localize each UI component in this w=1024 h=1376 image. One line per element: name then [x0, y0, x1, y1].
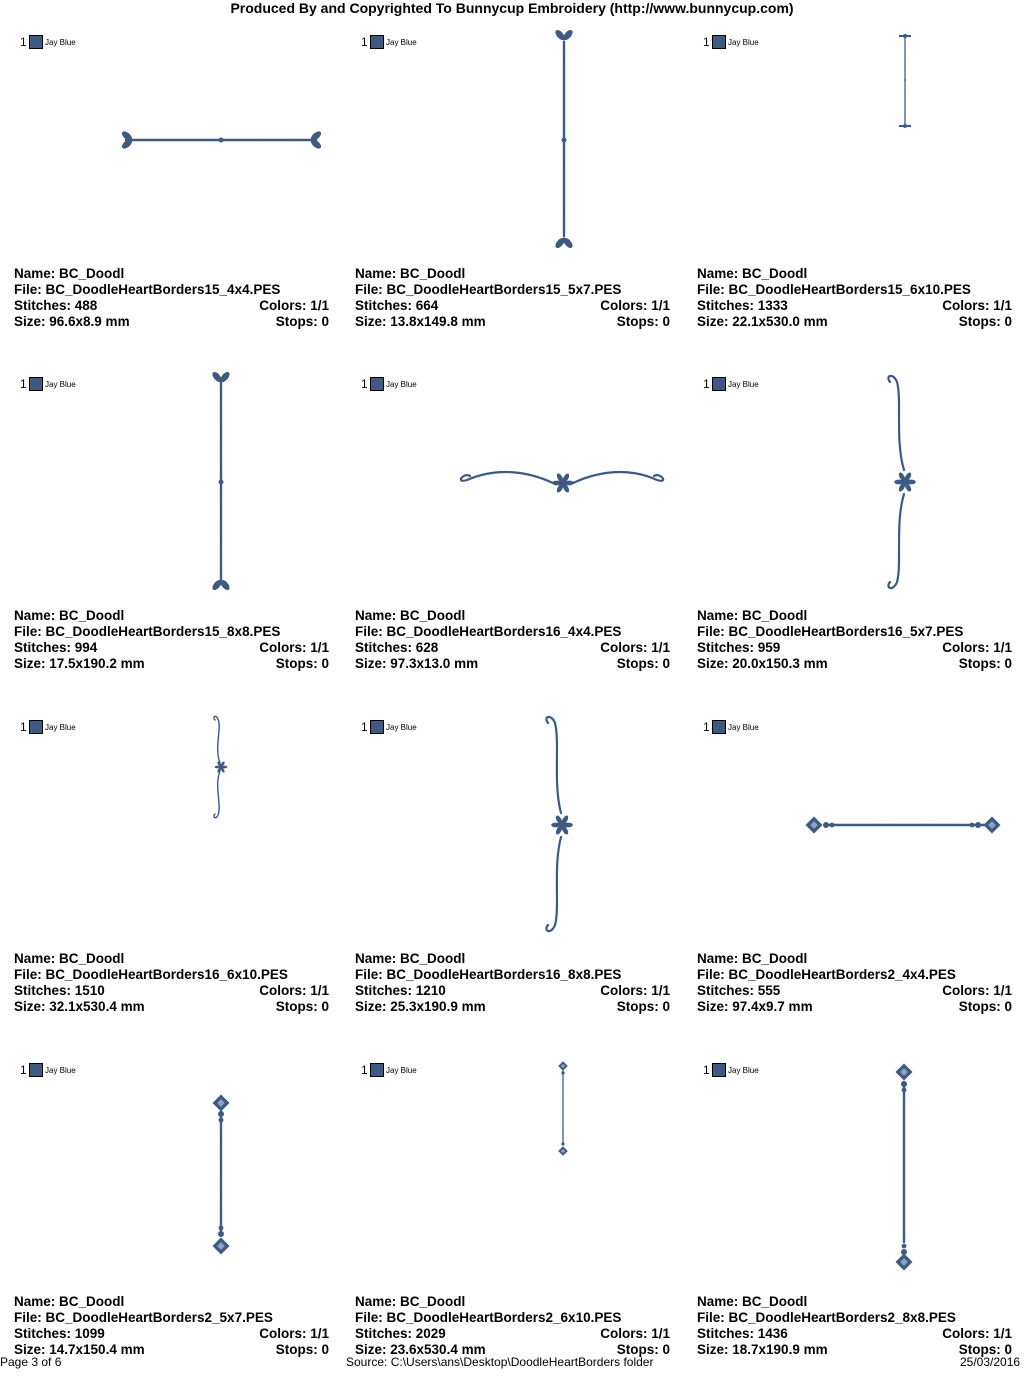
design-preview [14, 28, 334, 268]
design-file: File: BC_DoodleHeartBorders16_5x7.PES [697, 624, 964, 639]
design-size: Size: 23.6x530.4 mm [355, 1342, 486, 1357]
design-stops: Stops: 0 [958, 999, 1012, 1014]
design-stops: Stops: 0 [616, 656, 670, 671]
color-number: 1 [361, 720, 368, 734]
design-file: File: BC_DoodleHeartBorders16_6x10.PES [14, 967, 288, 982]
stitch-dot [902, 479, 908, 485]
design-colors: Colors: 1/1 [259, 983, 329, 998]
design-stops: Stops: 0 [275, 314, 329, 329]
design-cell [697, 713, 1017, 1033]
design-stitches: Stitches: 664 [355, 298, 439, 313]
design-file: File: BC_DoodleHeartBorders16_8x8.PES [355, 967, 622, 982]
design-colors: Colors: 1/1 [942, 983, 1012, 998]
stitch-dot [219, 1118, 224, 1123]
design-info [355, 266, 670, 330]
design-stops: Stops: 0 [958, 1342, 1012, 1357]
stitch-dot [219, 480, 224, 485]
design-stitches: Stitches: 2029 [355, 1326, 446, 1341]
design-name: Name: BC_Doodl [14, 951, 125, 966]
design-stitches: Stitches: 1210 [355, 983, 446, 998]
design-file: File: BC_DoodleHeartBorders2_6x10.PES [355, 1310, 622, 1325]
design-preview [355, 28, 675, 268]
scroll-line [573, 472, 663, 483]
stitch-dot [218, 1111, 224, 1117]
design-colors: Colors: 1/1 [942, 1326, 1012, 1341]
design-stops: Stops: 0 [958, 314, 1012, 329]
print-date: 25/03/2016 [960, 1355, 1021, 1369]
stitch-dot [562, 138, 567, 143]
design-info [697, 608, 1012, 672]
stitch-dot [219, 378, 224, 383]
scroll-line [888, 494, 904, 588]
design-colors: Colors: 1/1 [600, 640, 670, 655]
design-cell [14, 370, 334, 690]
design-colors: Colors: 1/1 [942, 298, 1012, 313]
color-name: Jay Blue [45, 1065, 76, 1075]
stitch-dot [561, 1142, 564, 1145]
design-colors: Colors: 1/1 [259, 1326, 329, 1341]
design-name: Name: BC_Doodl [355, 608, 466, 623]
page-header: Produced By and Copyrighted To Bunnycup Embroidery (http://www.bunnycup.com) [230, 0, 794, 16]
design-cell [697, 1056, 1017, 1376]
color-number: 1 [20, 720, 27, 734]
color-name: Jay Blue [45, 379, 76, 389]
scroll-line [888, 376, 904, 470]
design-info [14, 608, 329, 672]
stitch-dot [219, 765, 223, 769]
design-cell [355, 28, 675, 348]
design-size: Size: 20.0x150.3 mm [697, 656, 828, 671]
stitch-dot [562, 36, 567, 41]
design-size: Size: 96.6x8.9 mm [14, 314, 130, 329]
design-preview [697, 1056, 1017, 1296]
color-number: 1 [361, 377, 368, 391]
design-cell [355, 370, 675, 690]
design-stops: Stops: 0 [958, 656, 1012, 671]
design-size: Size: 14.7x150.4 mm [14, 1342, 145, 1357]
color-number: 1 [20, 35, 27, 49]
design-cell [697, 370, 1017, 690]
design-stops: Stops: 0 [275, 656, 329, 671]
stitch-dot [970, 823, 975, 828]
design-name: Name: BC_Doodl [355, 266, 466, 281]
design-info [697, 951, 1012, 1015]
design-colors: Colors: 1/1 [600, 983, 670, 998]
design-info [14, 1294, 329, 1358]
design-stitches: Stitches: 628 [355, 640, 439, 655]
design-file: File: BC_DoodleHeartBorders16_4x4.PES [355, 624, 622, 639]
design-preview [14, 1056, 334, 1296]
design-cell [14, 28, 334, 348]
design-preview [355, 713, 675, 953]
design-stitches: Stitches: 555 [697, 983, 781, 998]
stitch-dot [830, 823, 835, 828]
design-stops: Stops: 0 [616, 314, 670, 329]
design-info [355, 608, 670, 672]
color-number: 1 [703, 720, 710, 734]
stitch-dot [904, 79, 906, 81]
stitch-dot [128, 138, 133, 143]
design-file: File: BC_DoodleHeartBorders2_4x4.PES [697, 967, 956, 982]
color-name: Jay Blue [386, 1065, 417, 1075]
design-name: Name: BC_Doodl [14, 608, 125, 623]
design-name: Name: BC_Doodl [697, 608, 808, 623]
design-size: Size: 13.8x149.8 mm [355, 314, 486, 329]
design-info [697, 266, 1012, 330]
design-size: Size: 22.1x530.0 mm [697, 314, 828, 329]
design-colors: Colors: 1/1 [259, 640, 329, 655]
design-stops: Stops: 0 [275, 999, 329, 1014]
stitch-dot [218, 1231, 224, 1237]
stitch-dot [823, 822, 829, 828]
design-name: Name: BC_Doodl [14, 266, 125, 281]
stitch-dot [311, 138, 316, 143]
design-name: Name: BC_Doodl [697, 266, 808, 281]
design-info [355, 951, 670, 1015]
design-name: Name: BC_Doodl [697, 1294, 808, 1309]
design-file: File: BC_DoodleHeartBorders15_5x7.PES [355, 282, 622, 297]
design-info [355, 1294, 670, 1358]
design-preview [697, 713, 1017, 953]
color-number: 1 [703, 35, 710, 49]
stitch-dot [903, 34, 907, 38]
stitch-dot [219, 138, 224, 143]
color-name: Jay Blue [386, 379, 417, 389]
design-stops: Stops: 0 [616, 1342, 670, 1357]
color-name: Jay Blue [45, 37, 76, 47]
design-size: Size: 25.3x190.9 mm [355, 999, 486, 1014]
design-name: Name: BC_Doodl [355, 1294, 466, 1309]
color-name: Jay Blue [386, 722, 417, 732]
color-name: Jay Blue [728, 722, 759, 732]
design-name: Name: BC_Doodl [355, 951, 466, 966]
stitch-dot [902, 1088, 907, 1093]
design-colors: Colors: 1/1 [259, 298, 329, 313]
stitch-dot [902, 1244, 907, 1249]
design-stitches: Stitches: 994 [14, 640, 98, 655]
stitch-dot [975, 822, 981, 828]
design-size: Size: 97.3x13.0 mm [355, 656, 479, 671]
color-number: 1 [20, 1063, 27, 1077]
design-name: Name: BC_Doodl [14, 1294, 125, 1309]
stitch-dot [901, 1081, 907, 1087]
design-stitches: Stitches: 1436 [697, 1326, 788, 1341]
design-cell [14, 713, 334, 1033]
scroll-line [546, 837, 561, 931]
design-stitches: Stitches: 1333 [697, 298, 788, 313]
stitch-dot [562, 238, 567, 243]
design-colors: Colors: 1/1 [600, 1326, 670, 1341]
stitch-dot [901, 1249, 907, 1255]
design-name: Name: BC_Doodl [697, 951, 808, 966]
source-path: Source: C:\Users\ans\Desktop\DoodleHeartBorders folder [346, 1355, 654, 1369]
stitch-dot [219, 1226, 224, 1231]
design-info [14, 266, 329, 330]
design-colors: Colors: 1/1 [942, 640, 1012, 655]
design-colors: Colors: 1/1 [600, 298, 670, 313]
design-info [697, 1294, 1012, 1358]
design-size: Size: 18.7x190.9 mm [697, 1342, 828, 1357]
design-file: File: BC_DoodleHeartBorders15_8x8.PES [14, 624, 281, 639]
design-stitches: Stitches: 959 [697, 640, 781, 655]
scroll-line [546, 717, 561, 813]
design-preview [355, 1056, 675, 1296]
design-preview [355, 370, 675, 610]
stitch-dot [560, 480, 566, 486]
color-number: 1 [703, 377, 710, 391]
stitch-dot [219, 580, 224, 585]
scroll-line [214, 716, 220, 763]
stitch-dot [559, 822, 565, 828]
design-file: File: BC_DoodleHeartBorders2_5x7.PES [14, 1310, 273, 1325]
design-stitches: Stitches: 488 [14, 298, 98, 313]
stitch-dot [903, 124, 907, 128]
design-stitches: Stitches: 1510 [14, 983, 105, 998]
design-preview [14, 370, 334, 610]
color-name: Jay Blue [728, 37, 759, 47]
design-stops: Stops: 0 [275, 1342, 329, 1357]
design-cell [14, 1056, 334, 1376]
color-name: Jay Blue [45, 722, 76, 732]
design-file: File: BC_DoodleHeartBorders15_4x4.PES [14, 282, 281, 297]
design-size: Size: 17.5x190.2 mm [14, 656, 145, 671]
design-stops: Stops: 0 [616, 999, 670, 1014]
color-name: Jay Blue [386, 37, 417, 47]
design-size: Size: 32.1x530.4 mm [14, 999, 145, 1014]
design-size: Size: 97.4x9.7 mm [697, 999, 813, 1014]
design-info [14, 951, 329, 1015]
design-preview [14, 713, 334, 953]
design-preview [697, 370, 1017, 610]
design-cell [355, 1056, 675, 1376]
stitch-dot [561, 1071, 564, 1074]
design-cell [355, 713, 675, 1033]
color-number: 1 [361, 35, 368, 49]
color-number: 1 [703, 1063, 710, 1077]
design-file: File: BC_DoodleHeartBorders2_8x8.PES [697, 1310, 956, 1325]
color-name: Jay Blue [728, 379, 759, 389]
design-stitches: Stitches: 1099 [14, 1326, 105, 1341]
design-preview [697, 28, 1017, 268]
scroll-line [461, 472, 553, 483]
color-number: 1 [20, 377, 27, 391]
design-cell [697, 28, 1017, 348]
scroll-line [214, 771, 220, 818]
color-number: 1 [361, 1063, 368, 1077]
color-name: Jay Blue [728, 1065, 759, 1075]
page-number: Page 3 of 6 [0, 1355, 62, 1369]
design-file: File: BC_DoodleHeartBorders15_6x10.PES [697, 282, 971, 297]
